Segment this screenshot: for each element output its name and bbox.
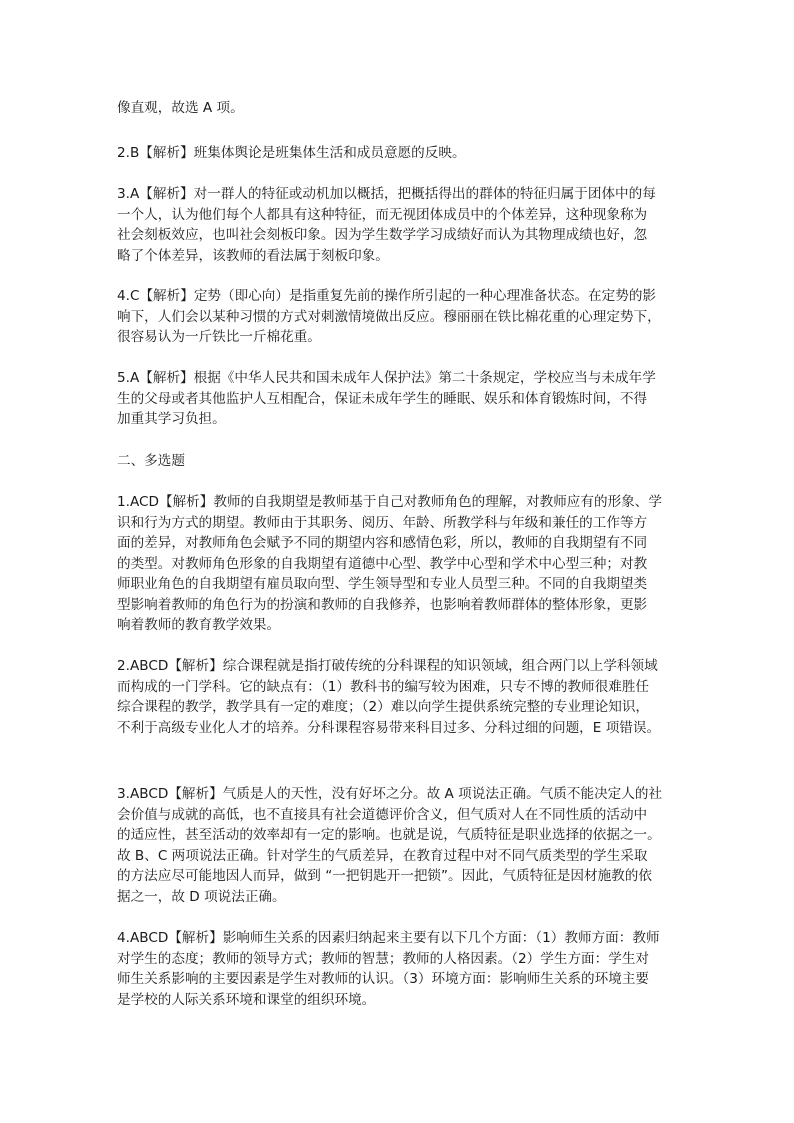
text-line: 2.B【解析】班集体舆论是班集体生活和成员意愿的反映。 (117, 145, 466, 161)
text-line: 一个人，认为他们每个人都具有这种特征，而无视团体成员中的个体差异，这种现象称为 (117, 206, 648, 223)
text-line: 是学校的人际关系环境和课堂的组织环境。 (117, 991, 376, 1008)
multi-answer-2 (117, 656, 677, 738)
text-line: 加重其学习负担。 (117, 411, 226, 427)
answer-2 (117, 143, 677, 164)
text-line: 故 B、C 两项说法正确。针对学生的气质差异，在教育过程中对不同气质类型的学生采取 (117, 847, 648, 864)
text-line: 4.ABCD【解析】影响师生关系的因素归纳起来主要有以下几个方面：（1）教师方面：教师 (117, 930, 660, 946)
text-line: 像直观，故选 A 项。 (117, 100, 244, 116)
text-line: 的方法应尽可能地因人而异，做到 “一把钥匙开一把锁”。因此，气质特征是因材施教的依 (117, 868, 652, 884)
multi-answer-4 (117, 928, 677, 1010)
text-line: 面的差异，对教师角色会赋予不同的期望内容和感情色彩，所以，教师的自我期望有不同 (117, 535, 648, 551)
text-line: 社会刻板效应，也叫社会刻板印象。因为学生数学学习成绩好而认为其物理成绩也好，忽 (117, 227, 648, 243)
multi-answer-1 (117, 492, 677, 636)
section-heading (117, 451, 677, 472)
text-line: 响着教师的教育教学效果。 (117, 617, 281, 633)
text-line: 5.A【解析】根据《中华人民共和国未成年人保护法》第二十条规定，学校应当与未成年学 (117, 370, 656, 386)
text-line: 不利于高级专业化人才的培养。分科课程容易带来科目过多、分科过细的问题，E 项错误。 (117, 719, 661, 736)
text-line: 2.ABCD【解析】综合课程就是指打破传统的分科课程的知识领域，组合两门以上学科领域 (117, 658, 658, 674)
text-line: 识和行为方式的期望。教师由于其职务、阅历、年龄、所教学科与年级和兼任的工作等方 (117, 514, 648, 531)
text-line: 型影响着教师的角色行为的扮演和教师的自我修养，也影响着教师群体的整体形象，更影 (117, 596, 648, 613)
text-line: 会价值与成就的高低，也不直接具有社会道德评价含义，但气质对人在不同性质的活动中 (117, 806, 648, 823)
text-line: 4.C【解析】定势（即心向）是指重复先前的操作所引起的一种心理准备状态。在定势的影 (117, 288, 657, 304)
text-line: 综合课程的教学，教学具有一定的难度；（2）难以向学生提供系统完整的专业理论知识， (117, 699, 650, 715)
text-line: 师生关系影响的主要因素是学生对教师的认识。（3）环境方面：影响师生关系的环境主要 (117, 971, 650, 987)
text-line: 响下，人们会以某种习惯的方式对刺激情境做出反应。穆丽丽在铁比棉花重的心理定势下， (117, 308, 661, 325)
text-line: 3.ABCD【解析】气质是人的天性，没有好坏之分。故 A 项说法正确。气质不能决定人的社 (117, 786, 663, 802)
text-line: 师职业角色的自我期望有雇员取向型、学生领导型和专业人员型三种。不同的自我期望类 (117, 576, 648, 592)
section-title: 二、多选题 (117, 453, 185, 469)
text-line: 略了个体差异，该教师的看法属于刻板印象。 (117, 247, 389, 264)
text-line: 的适应性，甚至活动的效率却有一定的影响。也就是说，气质特征是职业选择的依据之一。 (117, 827, 661, 843)
text-line: 据之一，故 D 项说法正确。 (117, 888, 286, 905)
text-line: 而构成的一门学科。它的缺点有：（1）教科书的编写较为困难，只专不博的教师很难胜任 (117, 678, 650, 695)
text-line: 1.ACD【解析】教师的自我期望是教师基于自己对教师角色的理解，对教师应有的形象、学 (117, 494, 662, 510)
multi-answer-3 (117, 784, 677, 907)
text-line: 3.A【解析】对一群人的特征或动机加以概括，把概括得出的群体的特征归属于团体中的每 (117, 186, 656, 202)
text-line: 对学生的态度；教师的领导方式；教师的智慧；教师的人格因素。（2）学生方面：学生对 (117, 950, 650, 967)
answer-3 (117, 184, 677, 266)
answer-fragment (117, 98, 677, 119)
answer-4 (117, 286, 677, 348)
answer-5 (117, 368, 677, 430)
text-line: 的类型。对教师角色形象的自我期望有道德中心型、教学中心型和学术中心型三种；对教 (117, 555, 648, 572)
text-line: 很容易认为一斤铁比一斤棉花重。 (117, 329, 321, 345)
text-line: 生的父母或者其他监护人互相配合，保证未成年学生的睡眠、娱乐和体育锻炼时间，不得 (117, 390, 648, 407)
